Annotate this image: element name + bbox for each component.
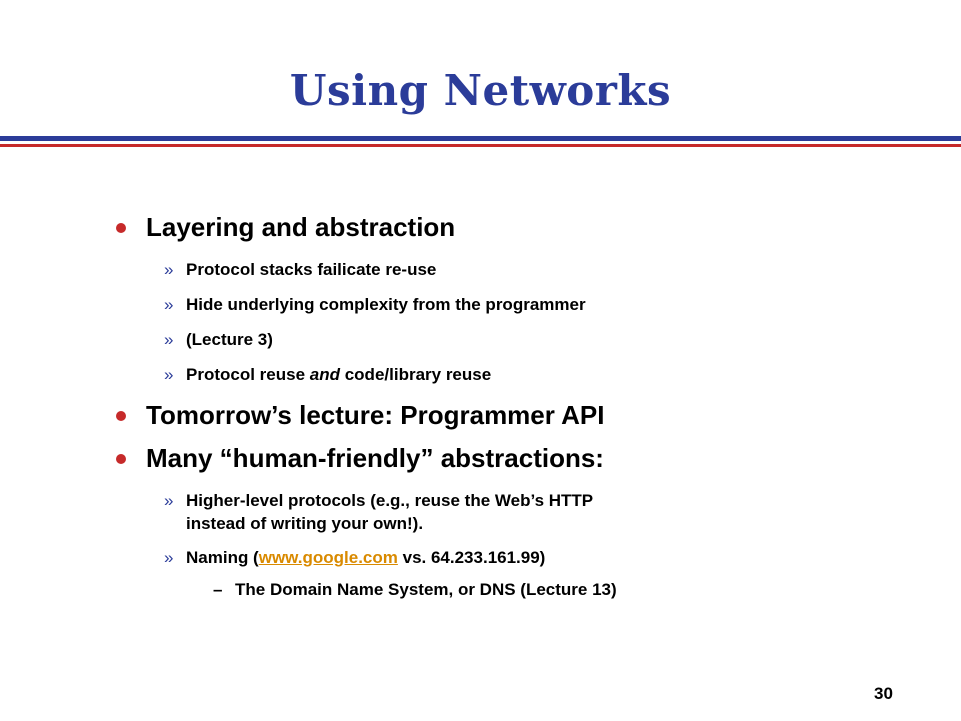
sub-marker: » (164, 295, 174, 314)
google-link[interactable]: www.google.com (258, 548, 398, 567)
page-number: 30 (874, 684, 893, 703)
sub-text-line1: Higher-level protocols (e.g., reuse the Web’s HTTP (186, 491, 594, 510)
bullet-dot (116, 454, 126, 464)
sub-text (186, 363, 491, 386)
sub-text-before: Naming ( (186, 548, 259, 567)
sub-text-line2: instead of writing your own!). (186, 514, 424, 533)
sub-marker: » (164, 365, 174, 384)
bullet-dot (116, 411, 126, 421)
bullet-text: Many “human-friendly” abstractions: (146, 443, 604, 473)
sub-text-after: vs. 64.233.161.99) (397, 548, 546, 567)
sub-text (186, 546, 545, 569)
sub-marker: » (164, 330, 174, 349)
subsub-text: The Domain Name System, or DNS (Lecture 13) (235, 580, 617, 599)
sub-text: Protocol stacks failicate re-use (186, 260, 437, 279)
bullet-text: Layering and abstraction (146, 212, 456, 242)
sub-text: (Lecture 3) (186, 330, 273, 349)
slide-title: Using Networks (289, 66, 672, 115)
sub-marker: » (164, 491, 174, 510)
sub-text-before: Protocol reuse (186, 365, 310, 384)
sub-text: Hide underlying complexity from the programmer (186, 295, 586, 314)
sub-text-after: code/library reuse (340, 365, 492, 384)
bullet-text: Tomorrow’s lecture: Programmer API (146, 400, 605, 430)
sub-text-emphasis: and (309, 365, 340, 384)
bullet-dot (116, 223, 126, 233)
subsub-bullet-dns (213, 580, 617, 600)
sub-marker: » (164, 260, 174, 279)
subsub-marker: – (213, 580, 223, 599)
sub-text (186, 489, 593, 535)
sub-marker: » (164, 548, 174, 567)
